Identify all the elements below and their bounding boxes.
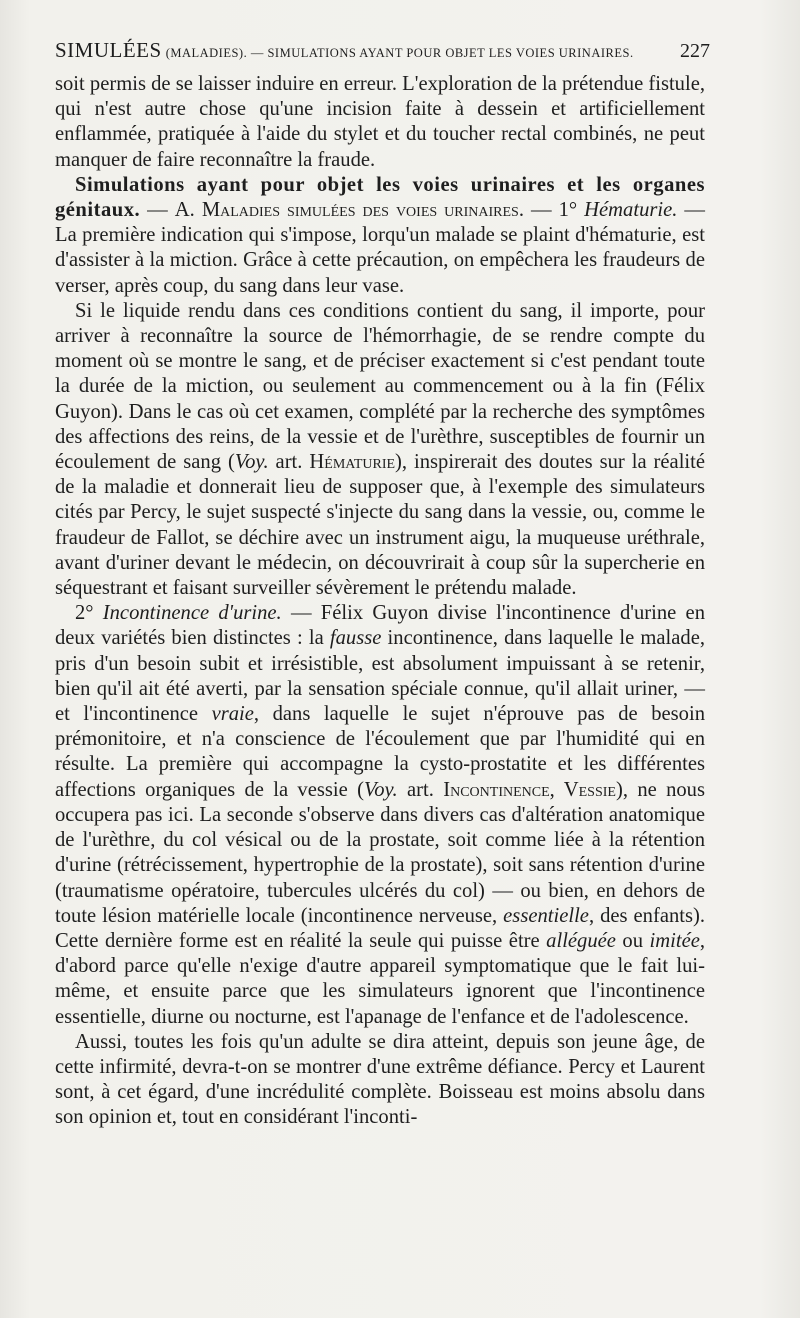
term-hematurie: Hématurie. <box>584 199 678 222</box>
paragraph-aussi: Aussi, toutes les fois qu'un adulte se dira atteint, depuis son jeune âge, de cette infirmité, devra-t-on se montrer d'une extrême défiance. Percy et Laurent sont, à cet égard, d'une incrédulité complète. Boisseau est moins absolu dans son opinion et, tout en considérant l'inconti- <box>55 1030 705 1129</box>
cross-reference: Hématurie <box>309 451 396 474</box>
running-title <box>55 38 634 63</box>
paragraph-incontinence: 2° Incontinence d'urine. — Félix Guyon divise l'incontinence d'urine en deux variétés bien distinctes : la fausse incontinence, dans laquelle le malade, pris d'un besoin subit et irrésistible, est absolument impuissant à se retenir, bien qu'il ait été averti, par la sensation spéciale connue, qu'il allait uriner, — et l'incontinence vraie, dans laquelle le sujet n'éprouve pas de besoin prémonitoire, et n'a conscience de l'écoulement que par l'humidité qui en résulte. La première qui accompagne la cysto-prostatite et les différentes affections organiques de la vessie (Voy. art. Incontinence, Vessie), ne nous occupera pas ici. La seconde s'observe dans divers cas d'altération anatomique de l'urèthre, du col vésical ou de la prostate, soit comme liée à la rétention d'urine (rétrécissement, hypertrophie de la prostate), soit sans rétention d'urine (traumatisme opératoire, tubercules ulcérés du col) — ou bien, en dehors de toute lésion matérielle locale (incontinence nerveuse, essentielle, des enfants). Cette dernière forme est en réalité la seule qui puisse être alléguée ou imitée, d'abord parce qu'elle n'exige d'autre appareil symptomatique que le fait lui-même, et ensuite parce que les simulateurs ignorent que l'incontinence essentielle, diurne ou nocturne, est l'apanage de l'enfance et de l'adolescence. <box>55 602 706 1028</box>
header-title: SIMULÉES <box>55 38 162 62</box>
page-number: 227 <box>680 40 710 62</box>
paragraph-liquide: Si le liquide rendu dans ces conditions contient du sang, il importe, pour arriver à reconnaître la source de l'hémorrhagie, de se rendre compte du moment où se montre le sang, et de préciser exactement si c'est pendant toute la durée de la miction, ou seulement au commencement ou à la fin (Félix Guyon). Dans le cas où cet examen, complété par la recherche des symptômes des affections des reins, de la vessie et de l'urèthre, susceptibles de fournir un écoulement de sang (Voy. art. Hématurie), inspirerait des doutes sur la réalité de la maladie et donnerait lieu de supposer que, à l'exemple des simulateurs cités par Percy, le sujet suspecté s'injecte du sang dans la vessie, ou, comme le fraudeur de Fallot, se déchire avec un instrument aigu, la muqueuse uréthrale, avant d'uriner devant le médecin, on découvrirait à coup sûr la supercherie en séquestrant et faisant surveiller sévèrement le prétendu malade. <box>55 299 705 600</box>
body-text <box>55 72 705 1131</box>
paragraph-hematurie: Simulations ayant pour objet les voies urinaires et les organes génitaux. — A. Maladies simulées des voies urinaires. — 1° Hématurie. — La première indication qui s'impose, lorqu'un malade se plaint d'hématurie, est d'assister à la miction. Grâce à cette précaution, on empêchera les fraudeurs de verser, après coup, du sang dans leur vase. <box>55 173 706 297</box>
header-subtitle: (MALADIES). — SIMULATIONS AYANT POUR OBJET LES VOIES URINAIRES. <box>165 46 634 60</box>
subsection-heading: A. Maladies simulées des voies urinaires. <box>174 199 524 222</box>
section-heading: Simulations ayant pour objet les voies urinaires et les organes génitaux. <box>55 173 705 222</box>
paragraph-continuation: soit permis de se laisser induire en erreur. L'exploration de la prétendue fistule, qui n'est autre chose qu'une incision faite à dessein et artificiellement enflammée, pratiquée à l'aide du stylet et du toucher rectal combinés, ne peut manquer de faire reconnaître la fraude. <box>55 73 705 171</box>
term-incontinence: Incontinence d'urine. <box>102 602 282 625</box>
cross-reference: Incontinence, Vessie <box>443 778 616 801</box>
running-header <box>55 38 710 63</box>
